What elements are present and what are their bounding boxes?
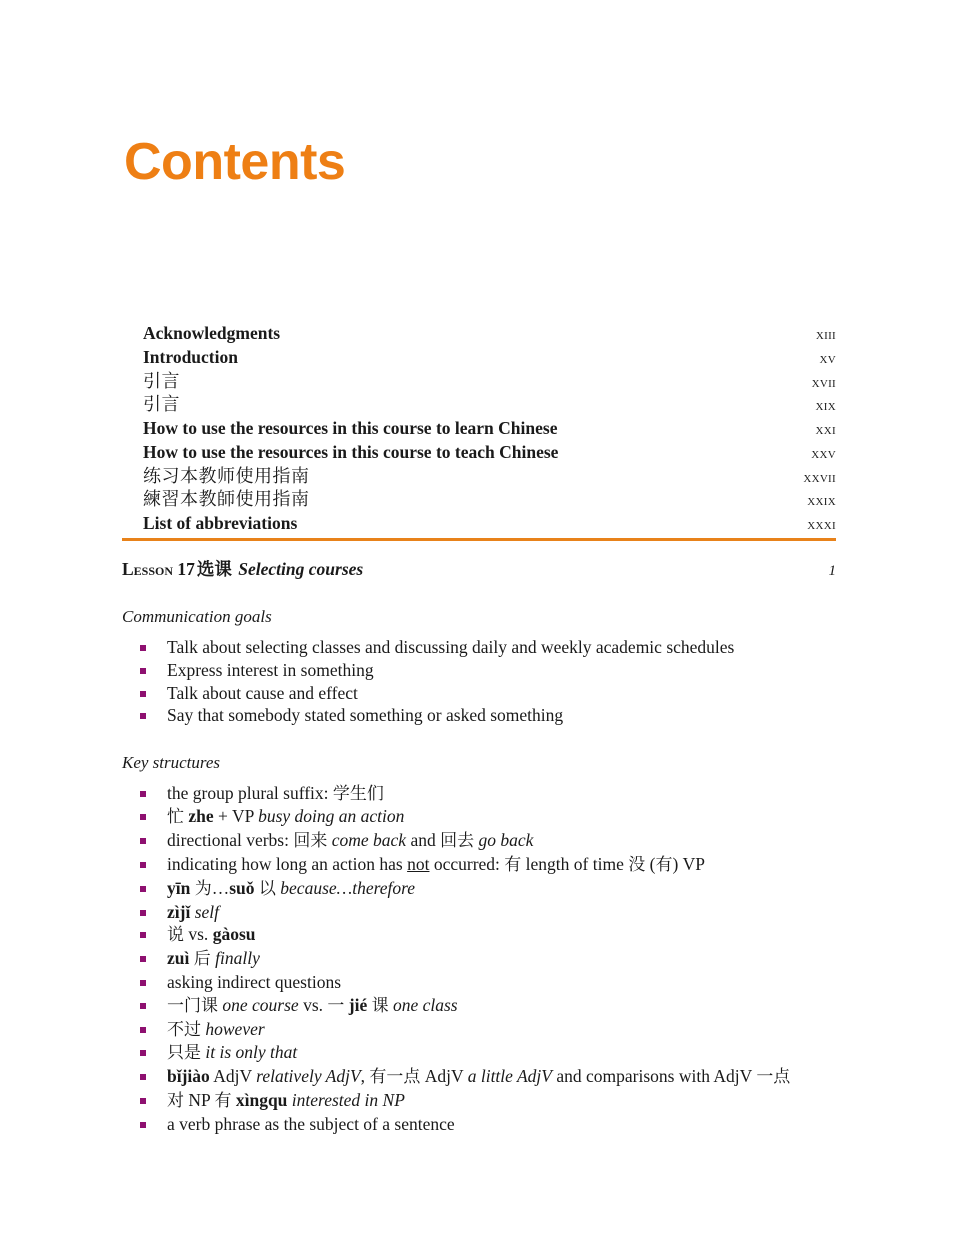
list-item [122, 704, 836, 726]
text-run: 对 [167, 1091, 184, 1112]
lesson-heading[interactable] [122, 556, 836, 581]
frontmatter-entry-label: How to use the resources in this course to learn Chinese [143, 418, 558, 439]
list-item [122, 1041, 836, 1064]
frontmatter-entry[interactable] [143, 394, 836, 417]
text-run: directional verbs: [167, 830, 294, 851]
list-item [122, 805, 836, 828]
text-run: Talk about cause and effect [167, 682, 358, 703]
text-run: 有 [214, 1091, 232, 1112]
text-run: 课 [371, 995, 389, 1016]
frontmatter-entry-page: xxv [811, 445, 836, 463]
text-run: vs. [184, 924, 213, 945]
frontmatter-toc-list [143, 322, 836, 537]
text-run: gàosu [212, 924, 256, 945]
text-run: one class [392, 994, 458, 1015]
text-run: self [194, 901, 220, 922]
lesson-number: Lesson 17 [122, 559, 195, 579]
text-run: and [406, 830, 441, 851]
text-run: 有 [655, 855, 673, 876]
list-item [122, 829, 836, 852]
list-item [122, 659, 836, 681]
lesson-heading-text [122, 556, 363, 581]
frontmatter-entry[interactable] [143, 371, 836, 394]
text-run: Express interest in something [167, 659, 374, 680]
list-item [122, 971, 836, 993]
text-run: 一点 [756, 1067, 791, 1088]
text-run: 只是 [167, 1043, 201, 1064]
text-run: 回去 [440, 831, 475, 852]
list-item [122, 1113, 836, 1135]
text-run: jié [348, 994, 368, 1015]
lesson-sections [122, 607, 836, 1135]
frontmatter-entry-page: xv [819, 350, 836, 368]
lesson-chinese-title: 选课 [196, 560, 232, 580]
text-run: AdjV [209, 1066, 257, 1087]
section-label: Key structures [122, 752, 221, 772]
text-run: … [211, 877, 230, 898]
list-item [122, 636, 836, 658]
page-title: Contents [124, 133, 346, 191]
frontmatter-entry[interactable] [143, 466, 836, 489]
text-run: go back [478, 830, 534, 851]
text-run: Talk about selecting classes and discussing daily and weekly academic schedules [167, 637, 735, 657]
text-run: 一门课 [167, 995, 218, 1016]
lesson-divider-rule [122, 538, 836, 541]
text-run: 有一点 [369, 1067, 421, 1088]
text-run: length of time [521, 854, 629, 875]
text-run: Say that somebody stated something or asked something [167, 705, 564, 726]
list-item [122, 1018, 836, 1041]
frontmatter-entry-label: List of abbreviations [143, 513, 298, 534]
frontmatter-entry-page: xxix [807, 492, 836, 510]
frontmatter-entry[interactable] [143, 322, 836, 346]
frontmatter-entry[interactable] [143, 346, 836, 370]
text-run: vs. [298, 994, 328, 1015]
frontmatter-entry[interactable] [143, 441, 836, 465]
list-item [122, 877, 836, 900]
list-item [122, 923, 836, 946]
text-run: suǒ [229, 877, 255, 898]
list-item [122, 782, 836, 805]
text-run: 后 [193, 949, 211, 970]
frontmatter-entry-page: xxxi [807, 516, 836, 534]
text-run: zìjǐ [167, 901, 191, 922]
text-run: the group plural suffix: [167, 782, 333, 803]
text-run: finally [215, 948, 260, 969]
text-run: indicating how long an action has [167, 854, 408, 875]
text-run: xìngqu [235, 1090, 288, 1111]
text-run: 没 [628, 855, 646, 876]
text-run: however [205, 1018, 265, 1039]
text-run: AdjV [420, 1066, 468, 1087]
text-run: bǐjiào [167, 1066, 210, 1087]
frontmatter-entry-label: 練習本教師使用指南 [143, 489, 310, 511]
frontmatter-entry[interactable] [143, 417, 836, 441]
text-run: 忙 [167, 807, 184, 828]
text-run: 不过 [167, 1019, 201, 1040]
text-run: + VP [213, 806, 259, 827]
list-item [122, 1089, 836, 1112]
frontmatter-entry-label: 练习本教师使用指南 [143, 465, 310, 487]
text-run: relatively AdjV [256, 1066, 361, 1087]
text-run: yīn [167, 877, 191, 898]
frontmatter-entry-label: 引言 [143, 370, 180, 392]
list-item [122, 853, 836, 876]
text-run: ) VP [672, 854, 706, 875]
frontmatter-entry-page: xiii [815, 326, 836, 343]
text-run: 学生们 [332, 783, 384, 804]
text-run: 有 [504, 855, 522, 876]
list-item [122, 1065, 836, 1088]
list-item [122, 901, 836, 923]
frontmatter-entry-label: Acknowledgments [143, 323, 281, 343]
text-run: , [360, 1066, 370, 1087]
list-item [122, 994, 836, 1017]
text-run: one course [222, 994, 299, 1015]
frontmatter-entry-page: xxvii [803, 468, 836, 486]
text-run: it is only that [205, 1042, 298, 1063]
lesson-english-title: Selecting courses [238, 559, 364, 579]
bullet-list [122, 782, 836, 1135]
text-run: a little AdjV [467, 1066, 552, 1087]
text-run: 一 [327, 995, 345, 1016]
text-run: ( [645, 854, 656, 875]
text-run: a verb phrase as the subject of a sentence [167, 1113, 455, 1134]
text-run: and comparisons with AdjV [551, 1066, 757, 1087]
text-run: 以 [258, 878, 276, 899]
frontmatter-entry-label: How to use the resources in this course to teach Chinese [143, 442, 559, 463]
frontmatter-entry-label: Introduction [143, 347, 238, 368]
list-item [122, 682, 836, 704]
text-run: 回来 [293, 831, 328, 852]
text-run: 说 [167, 925, 184, 946]
list-item [122, 947, 836, 970]
lesson-page-number: 1 [828, 563, 836, 579]
section-label: Communication goals [122, 607, 272, 626]
text-run: because…therefore [280, 877, 416, 898]
text-run: zhe [188, 806, 214, 827]
text-run: busy doing an action [258, 806, 405, 827]
frontmatter-entry-page: xxi [815, 421, 836, 439]
text-run: not [407, 854, 430, 875]
text-run: 为 [194, 878, 212, 899]
frontmatter-entry-page: xvii [811, 373, 836, 391]
text-run: asking indirect questions [167, 972, 342, 993]
frontmatter-entry[interactable] [143, 489, 836, 512]
text-run: zuì [167, 948, 190, 969]
text-run: come back [331, 830, 407, 851]
frontmatter-entry-label: 引言 [143, 393, 180, 415]
frontmatter-entry[interactable] [143, 512, 836, 536]
bullet-list [122, 636, 836, 727]
frontmatter-entry-page: xix [815, 396, 836, 414]
lesson-block [122, 538, 836, 1136]
text-run: NP [184, 1090, 215, 1111]
text-run: interested in NP [291, 1090, 405, 1111]
text-run: occurred: [429, 854, 505, 875]
